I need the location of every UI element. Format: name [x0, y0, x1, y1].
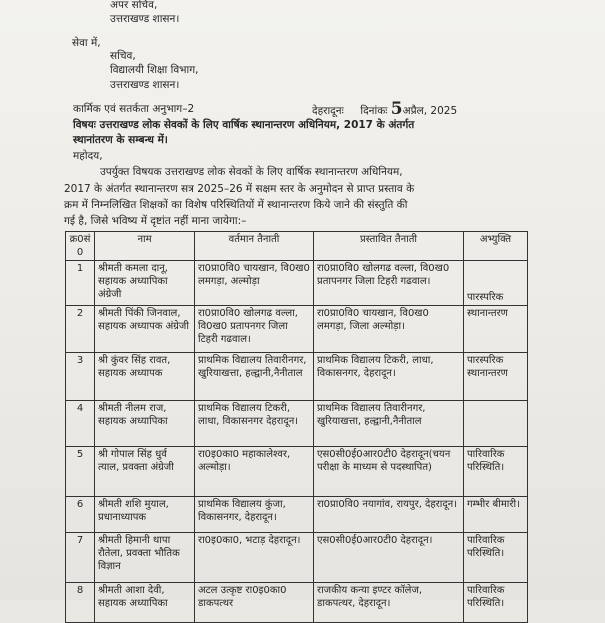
cell-remark: पारिवारिक परिस्थिति। — [464, 447, 528, 497]
cell-proposed-posting: एस0सी0ई0आर0टी0 देहरादून। — [314, 533, 464, 583]
recipient-office: उत्तराखण्ड शासन। — [110, 79, 180, 91]
cell-serial: 5 — [66, 447, 95, 497]
cell-proposed-posting: एस0सी0ई0आर0टी0 देहरादून(चयन परीक्षा के माध्यम से पदस्थापित) — [314, 447, 464, 497]
cell-remark: पारिवारिक परिस्थिति। — [464, 533, 528, 583]
cell-serial: 8 — [66, 583, 95, 623]
transfer-table — [65, 231, 528, 623]
cell-current-posting: रा0इ0का0 महाकालेश्वर, अल्मोड़ा। — [195, 447, 314, 497]
body-line-3: क्रम में निम्नलिखित शिक्षकों का विशेष परिस्थितियों में स्थानान्तरण किये जाने की संस्तुति की — [64, 199, 408, 211]
cell-proposed-posting: रा0प्रा0वि0 नयागांव, रायपुर, देहरादून। — [314, 497, 464, 533]
cell-serial: 3 — [66, 353, 95, 401]
date-label: दिनांकः — [360, 105, 388, 117]
cell-current-posting: रा0प्रा0वि0 चायखान, वि0ख0 लमगड़ा, अल्मोड़ा — [195, 261, 314, 306]
date-day-handwritten: 5 — [390, 99, 403, 119]
recipient-designation: सचिव, — [110, 50, 136, 62]
cell-name: श्रीमती हिमानी थापा रौतेला, प्रवक्ता भौतिक विज्ञान — [95, 533, 195, 583]
cell-proposed-posting: राजकीय कन्या इण्टर कॉलेज, डाकपत्थर, देहरादून। — [314, 583, 464, 623]
body-line-4: गई है, जिसे भविष्य में दृष्टांत नहीं माना जायेगा:– — [64, 215, 247, 227]
subject-text-1: उत्तराखण्ड लोक सेवकों के लिए वार्षिक स्थानान्तरण अधिनियम, 2017 के अंतर्गत — [99, 119, 415, 131]
table-row — [66, 261, 528, 306]
cell-name: श्रीमती शशि मुयाल, प्रधानाध्यापक — [95, 497, 195, 533]
cell-serial: 1 — [66, 261, 95, 306]
cell-serial: 7 — [66, 533, 95, 583]
cell-name: श्रीमती आशा देवी, सहायक अध्यापिका — [95, 583, 195, 623]
cell-remark: पारिवारिक परिस्थिति। — [464, 583, 528, 623]
table-row — [66, 447, 528, 497]
table-row — [66, 583, 528, 623]
cell-name: श्री कुंवर सिंह रावत, सहायक अध्यापक — [95, 353, 195, 401]
date-line — [312, 99, 458, 119]
col-header-proposed-posting: प्रस्तावित तैनाती — [314, 232, 464, 261]
cell-proposed-posting: प्राथमिक विद्यालय टिकरी, लाधा, विकासनगर, देहरादून। — [314, 353, 464, 401]
col-header-serial: क्र0सं0 — [66, 232, 95, 261]
cell-remark: पारस्परिक — [464, 261, 528, 306]
sender-designation: अपर सचिव, — [110, 0, 158, 11]
cell-remark — [464, 401, 528, 447]
cell-remark: पारस्परिक स्थानान्तरण — [464, 353, 528, 401]
cell-remark: स्थानान्तरण — [464, 306, 528, 353]
cell-current-posting: प्राथमिक विद्यालय कुंजा, विकासनगर, देहरादून। — [195, 497, 314, 533]
recipient-department: विद्यालयी शिक्षा विभाग, — [110, 64, 199, 76]
cell-current-posting: प्राथमिक विद्यालय टिकरी, लाधा, विकासनगर देहरादून। — [195, 401, 314, 447]
table-header-row — [66, 232, 528, 261]
table-row — [66, 306, 528, 353]
salutation: महोदय, — [73, 150, 103, 162]
body-line-1: उपर्युक्त विषयक उत्तराखण्ड लोक सेवकों के लिए वार्षिक स्थानान्तरण अधिनियम, — [100, 166, 403, 178]
section-name: कार्मिक एवं सतर्कता अनुभाग–2 — [73, 103, 195, 115]
cell-current-posting: अटल उत्कृष्ट रा0इ0का0 डाकपत्थर — [195, 583, 314, 623]
subject-label: विषयः — [73, 119, 96, 131]
cell-proposed-posting: रा0प्रा0वि0 चायखान, वि0ख0 लमगड़ा, जिला अल्मोड़ा। — [314, 306, 464, 353]
cell-current-posting: रा0इ0का0, भटाड़ देहरादून। — [195, 533, 314, 583]
cell-proposed-posting: प्राथमिक विद्यालय तिवारीनगर, खुरियाखत्ता, हल्द्वानी,नैनीताल — [314, 401, 464, 447]
cell-name: श्री गोपाल सिंह धुर्व त्याल, प्रवक्ता अंग्रेजी — [95, 447, 195, 497]
place: देहरादूनः — [312, 105, 344, 117]
col-header-name: नाम — [95, 232, 195, 261]
subject-line — [73, 119, 414, 132]
date-month-year: अप्रैल, 2025 — [402, 105, 458, 117]
cell-current-posting: प्राथमिक विद्यालय तिवारीनगर, खुरियाखत्ता, हल्द्वानी,नैनीताल — [195, 353, 314, 401]
cell-proposed-posting: रा0प्रा0वि0 खोलगढ वल्ला, वि0ख0 प्रतापनगर जिला टिहरी गढवाल। — [314, 261, 464, 306]
recipient-label: सेवा में, — [72, 37, 101, 49]
cell-remark: गम्भीर बीमारी। — [464, 497, 528, 533]
col-header-current-posting: वर्तमान तैनाती — [195, 232, 314, 261]
cell-name: श्रीमती कमला दानू, सहायक अध्यापिका अंग्रेजी — [95, 261, 195, 306]
cell-serial: 6 — [66, 497, 95, 533]
table-row — [66, 401, 528, 447]
table-row — [66, 497, 528, 533]
table-row — [66, 353, 528, 401]
body-line-2: 2017 के अंतर्गत स्थानान्तरण सत्र 2025–26 में सक्षम स्तर के अनुमोदन से प्राप्त प्रस्ताव के — [64, 183, 415, 195]
subject-text-2: स्थानांतरण के सम्बन्ध में। — [73, 134, 168, 146]
col-header-remark: अभ्युक्ति — [464, 232, 528, 261]
cell-serial: 4 — [66, 401, 95, 447]
cell-current-posting: रा0प्रा0वि0 खोलगढ वल्ला, वि0ख0 प्रतापनगर जिला टिहरी गढवाल। — [195, 306, 314, 353]
table-row — [66, 533, 528, 583]
cell-name: श्रीमती पिंकी जिनवाल, सहायक अध्यापक अंग्रेजी — [95, 306, 195, 353]
cell-serial: 2 — [66, 306, 95, 353]
sender-office: उत्तराखण्ड शासन। — [110, 13, 180, 25]
cell-name: श्रीमती नीलम राज, सहायक अध्यापिका — [95, 401, 195, 447]
